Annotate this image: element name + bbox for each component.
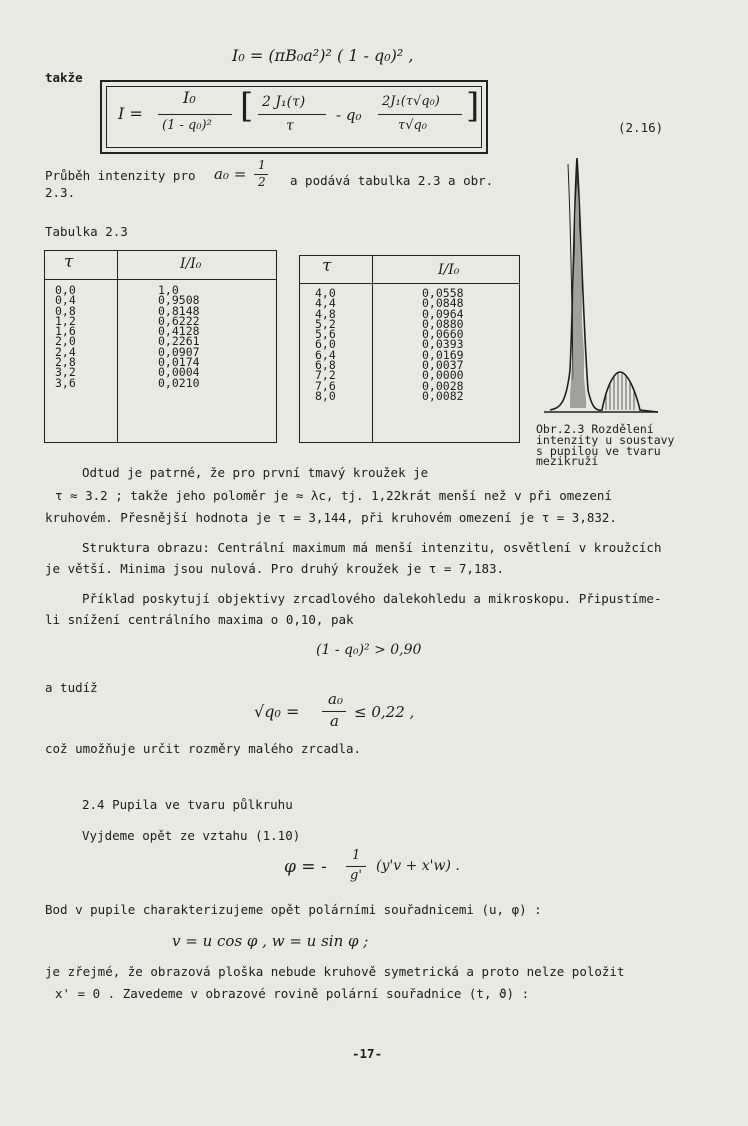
table-cell: 0,0082 [422,388,464,403]
formula-box [100,80,488,154]
table-cell: 0,8148 [158,303,200,318]
table-cell: 4,0 [315,286,336,300]
table-cell: 6,0 [315,337,336,352]
section-heading: 2.4 Pupila ve tvaru půlkruhu [82,797,293,812]
table-cell: 6,8 [315,358,336,373]
table-cell: 1,6 [55,324,76,339]
table-cell: 0,8 [55,303,76,318]
figure-caption-line: s pupilou ve tvaru [536,443,661,458]
table-right-tau-column [315,288,336,401]
formula-minus-q: - q₀ [336,106,362,124]
table-cell: 0,0037 [422,358,464,373]
table-cell: 0,4128 [158,324,200,339]
header-formula: I₀ = (πB₀a²)² ( 1 - q₀)² , [232,46,414,65]
intro-line2: 2.3. [45,185,76,200]
intro-line1: Průběh intenzity pro [45,168,196,183]
intro-rest: a podává tabulka 2.3 a obr. [290,173,494,188]
table-cell: 0,0210 [158,375,200,390]
table-cell: 3,6 [55,375,76,390]
table-cell: 0,0393 [422,337,464,352]
table-left-header-ratio: I/I₀ [180,256,202,272]
table-cell: 5,2 [315,316,336,331]
table-cell: 2,4 [55,344,76,359]
vyjdeme-line: Vyjdeme opět ze vztahu (1.10) [82,828,301,843]
intro-frac-den: 2 [258,175,266,189]
formula-den-left: (1 - q₀)² [162,118,212,133]
para3-line2: li snížení centrálního maxima o 0,10, pak [45,612,354,627]
para1-line3: kruhovém. Přesnější hodnota je τ = 3,144, při kruhovém omezení je τ = 3,832. [45,510,617,525]
phi-rest: (y'v + x'w) . [376,858,460,874]
table-caption: Tabulka 2.3 [45,224,128,239]
table-cell: 0,9508 [158,293,200,308]
formula-term1-den: τ [286,118,294,134]
page-number: -17- [352,1046,383,1061]
inequality-1: (1 - q₀)² > 0,90 [316,642,422,658]
table-cell: 0,0907 [158,344,200,359]
bracket-close: ] [466,86,480,126]
bracket-open: [ [240,86,254,126]
table-cell: 7,6 [315,378,336,393]
table-cell: 1,2 [55,313,76,328]
intro-a0: a₀ = [214,165,247,183]
table-cell: 4,8 [315,306,336,321]
table-right-ratio-column [422,288,464,401]
a-tudiz: a tudíž [45,680,98,695]
polar-equations: v = u cos φ , w = u sin φ ; [172,932,369,950]
table-left-tau-column [55,285,76,388]
table-cell: 0,2261 [158,334,200,349]
table-cell: 2,8 [55,355,76,370]
formula-term1-num: 2 J₁(τ) [262,94,306,110]
inequality-2-rest: ≤ 0,22 , [354,703,415,721]
coz-line: což umožňuje určit rozměry malého zrcadla. [45,741,362,756]
para3-line1: Příklad poskytují objektivy zrcadlového dalekohledu a mikroskopu. Připustíme- [82,591,662,606]
para1-line2: τ ≈ 3.2 ; takže jeho poloměr je ≈ λc, tj. 1,22krát menší než v při omezení [55,488,612,503]
table-left-header-tau: τ [64,252,74,272]
table-cell: 0,0880 [422,316,464,331]
formula-num-left: I₀ [183,88,196,107]
table-cell: 0,0848 [422,296,464,311]
table-cell: 4,4 [315,296,336,311]
table-right-header-tau: τ [322,256,332,276]
figure-caption-line: Obr.2.3 Rozdělení [536,422,654,436]
table-cell: 3,2 [55,365,76,380]
para2-line1: Struktura obrazu: Centrální maximum má menší intenzitu, osvětlení v kroužcích [82,540,662,555]
table-cell: 7,2 [315,368,336,383]
table-cell: 0,0660 [422,327,464,342]
table-cell: 6,4 [315,347,336,362]
ring-hatching [606,360,634,412]
phi-num: 1 [352,848,361,863]
figure-caption [536,424,674,467]
table-cell: 0,0174 [158,355,200,370]
table-cell: 5,6 [315,327,336,342]
table-cell: 1,0 [158,283,179,297]
formula-term2-num: 2J₁(τ√q₀) [382,94,440,109]
intensity-figure [540,140,670,425]
phi-lhs: φ = - [284,857,327,877]
inequality-2-num: a₀ [328,690,343,708]
figure-caption-line: mezikruží [536,454,599,469]
takze-label: takže [45,70,83,85]
last-line2: x' = 0 . Zavedeme v obrazové rovině polární souřadnice (t, ϑ) : [55,986,530,1001]
bod-line: Bod v pupile charakterizujeme opět polárními souřadnicemi (u, φ) : [45,902,542,917]
table-cell: 0,0 [55,283,76,297]
para2-line2: je větší. Minima jsou nulová. Pro druhý kroužek je τ = 7,183. [45,561,505,576]
table-cell: 0,0169 [422,347,464,362]
table-cell: 2,0 [55,334,76,349]
formula-term2-den: τ√q₀ [398,118,428,133]
inequality-2-sqrt: √q₀ = [254,702,300,721]
table-cell: 0,0964 [422,306,464,321]
formula-lhs: I = [118,104,143,123]
table-cell: 0,4 [55,293,76,308]
figure-caption-line: intenzity u soustavy [536,432,675,447]
table-cell: 0,0000 [422,368,464,383]
inequality-2-den: a [330,712,339,730]
table-cell: 0,6222 [158,313,200,328]
table-cell: 0,0004 [158,365,200,380]
table-cell: 8,0 [315,388,336,403]
table-left-ratio-column [158,285,200,388]
equation-number: (2.16) [618,120,664,135]
para1-line1: Odtud je patrné, že pro první tmavý kroužek je [82,465,429,480]
last-line1: je zřejmé, že obrazová ploška nebude kruhově symetrická a proto nelze položit [45,964,625,979]
intro-frac-num: 1 [258,158,266,172]
table-cell: 0,0558 [422,286,464,300]
table-cell: 0,0028 [422,378,464,393]
table-right-header-ratio: I/I₀ [438,262,460,278]
phi-den: g' [350,868,362,883]
intensity-curve [550,158,658,412]
